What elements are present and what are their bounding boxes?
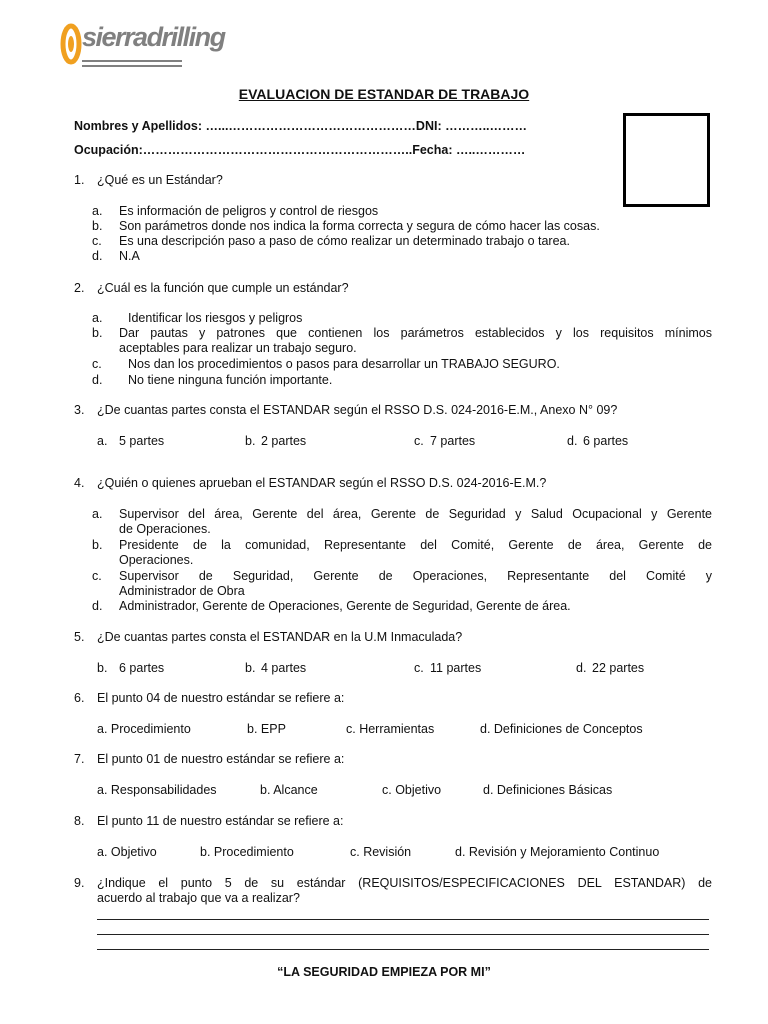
option[interactable]: a. Responsabilidades [97, 783, 217, 797]
option-letter[interactable]: b. [245, 434, 256, 448]
question-text: ¿Cuál es la función que cumple un estándar? [97, 281, 349, 295]
option-text[interactable]: N.A [119, 249, 140, 263]
option-text[interactable]: Administrador, Gerente de Operaciones, Gerente de Seguridad, Gerente de área. [119, 599, 571, 613]
photo-box [623, 113, 710, 207]
logo-stripe [82, 60, 182, 62]
option-letter[interactable]: d. [92, 599, 103, 613]
answer-line[interactable] [97, 919, 709, 920]
option[interactable]: d. Revisión y Mejoramiento Continuo [455, 845, 660, 859]
answer-line[interactable] [97, 949, 709, 950]
option[interactable]: b. Alcance [260, 783, 318, 797]
occupation-date-field[interactable]: Ocupación:………………………………………………………..Fecha: …..………… [74, 143, 526, 157]
option-text[interactable]: 22 partes [592, 661, 645, 675]
option-text-cont[interactable]: de Operaciones. [119, 522, 211, 536]
option-letter[interactable]: a. [92, 311, 103, 325]
name-dni-field[interactable]: Nombres y Apellidos: …...………………………………………DNI: ………..……… [74, 119, 528, 133]
question-number: 1. [74, 173, 85, 187]
question-text: ¿Qué es un Estándar? [97, 173, 223, 187]
option-letter[interactable]: b. [97, 661, 108, 675]
option[interactable]: d. Definiciones Básicas [483, 783, 613, 797]
option[interactable]: a. Objetivo [97, 845, 157, 859]
option[interactable]: c. Revisión [350, 845, 412, 859]
question-text: ¿Quién o quienes aprueban el ESTANDAR según el RSSO D.S. 024-2016-E.M.? [97, 476, 547, 490]
option-letter[interactable]: b. [245, 661, 256, 675]
option-text[interactable]: 5 partes [119, 434, 165, 448]
question-number: 4. [74, 476, 85, 490]
option-text[interactable]: Es una descripción paso a paso de cómo realizar un determinado trabajo o tarea. [119, 234, 570, 248]
option-text[interactable]: Supervisor del área, Gerente del área, Gerente de Seguridad y Salud Ocupacional y Gerente [119, 507, 712, 521]
company-logo [60, 20, 225, 72]
page-title: EVALUACION DE ESTANDAR DE TRABAJO [238, 86, 530, 102]
option-text[interactable]: 11 partes [430, 661, 482, 675]
option-letter[interactable]: b. [92, 219, 103, 233]
question-text: El punto 11 de nuestro estándar se refiere a: [97, 814, 344, 828]
question-number: 8. [74, 814, 85, 828]
option-letter[interactable]: a. [92, 204, 103, 218]
option[interactable]: b. EPP [247, 722, 286, 736]
answer-line[interactable] [97, 934, 709, 935]
option[interactable]: c. Herramientas [346, 722, 435, 736]
option-letter[interactable]: b. [92, 326, 103, 340]
question-text: ¿De cuantas partes consta el ESTANDAR según el RSSO D.S. 024-2016-E.M., Anexo N° 09? [97, 403, 618, 417]
option-text[interactable]: Dar pautas y patrones que contienen los parámetros establecidos y los requisitos mínimos [119, 326, 712, 340]
question-text: El punto 04 de nuestro estándar se refiere a: [97, 691, 345, 705]
option-letter[interactable]: c. [92, 357, 102, 371]
logo-text: sierradrilling [82, 22, 225, 52]
footer-slogan: “LA SEGURIDAD EMPIEZA POR MI” [277, 965, 491, 979]
question-text: ¿Indique el punto 5 de su estándar (REQUISITOS/ESPECIFICACIONES DEL ESTANDAR) de [97, 876, 712, 890]
question-text: ¿De cuantas partes consta el ESTANDAR en la U.M Inmaculada? [97, 630, 463, 644]
option-text-cont[interactable]: aceptables para realizar un trabajo seguro. [119, 341, 357, 355]
question-number: 9. [74, 876, 85, 890]
question-number: 2. [74, 281, 85, 295]
question-number: 6. [74, 691, 85, 705]
option-letter[interactable]: c. [414, 661, 424, 675]
option-letter[interactable]: a. [97, 434, 108, 448]
option-letter[interactable]: d. [567, 434, 578, 448]
option-text[interactable]: Son parámetros donde nos indica la forma correcta y segura de cómo hacer las cosas. [119, 219, 600, 233]
option-letter[interactable]: b. [92, 538, 103, 552]
option-text-cont[interactable]: Administrador de Obra [119, 584, 245, 598]
option[interactable]: d. Definiciones de Conceptos [480, 722, 643, 736]
option-text[interactable]: 6 partes [583, 434, 629, 448]
option-letter[interactable]: c. [414, 434, 424, 448]
option-letter[interactable]: c. [92, 569, 102, 583]
option[interactable]: b. Procedimiento [200, 845, 294, 859]
option-text[interactable]: No tiene ninguna función importante. [128, 373, 333, 387]
option-text[interactable]: Presidente de la comunidad, Representante del Comité, Gerente de área, Gerente de [119, 538, 712, 552]
option-text[interactable]: Supervisor de Seguridad, Gerente de Operaciones, Representante del Comité y [119, 569, 712, 583]
drill-bit-icon [60, 22, 84, 66]
question-number: 7. [74, 752, 85, 766]
option-text[interactable]: Identificar los riesgos y peligros [128, 311, 303, 325]
question-text: El punto 01 de nuestro estándar se refiere a: [97, 752, 345, 766]
option[interactable]: c. Objetivo [382, 783, 442, 797]
option-text[interactable]: 2 partes [261, 434, 307, 448]
option-text[interactable]: 4 partes [261, 661, 307, 675]
option-letter[interactable]: d. [576, 661, 587, 675]
option-text[interactable]: Es información de peligros y control de riesgos [119, 204, 379, 218]
option-letter[interactable]: a. [92, 507, 103, 521]
logo-stripe [82, 65, 182, 67]
option-letter[interactable]: d. [92, 373, 103, 387]
question-text-cont: acuerdo al trabajo que va a realizar? [97, 891, 300, 905]
option-text-cont[interactable]: Operaciones. [119, 553, 194, 567]
option-letter[interactable]: d. [92, 249, 103, 263]
option-text[interactable]: Nos dan los procedimientos o pasos para desarrollar un TRABAJO SEGURO. [128, 357, 560, 371]
option-letter[interactable]: c. [92, 234, 102, 248]
question-number: 5. [74, 630, 85, 644]
option-text[interactable]: 7 partes [430, 434, 476, 448]
option-text[interactable]: 6 partes [119, 661, 165, 675]
question-number: 3. [74, 403, 85, 417]
option[interactable]: a. Procedimiento [97, 722, 191, 736]
